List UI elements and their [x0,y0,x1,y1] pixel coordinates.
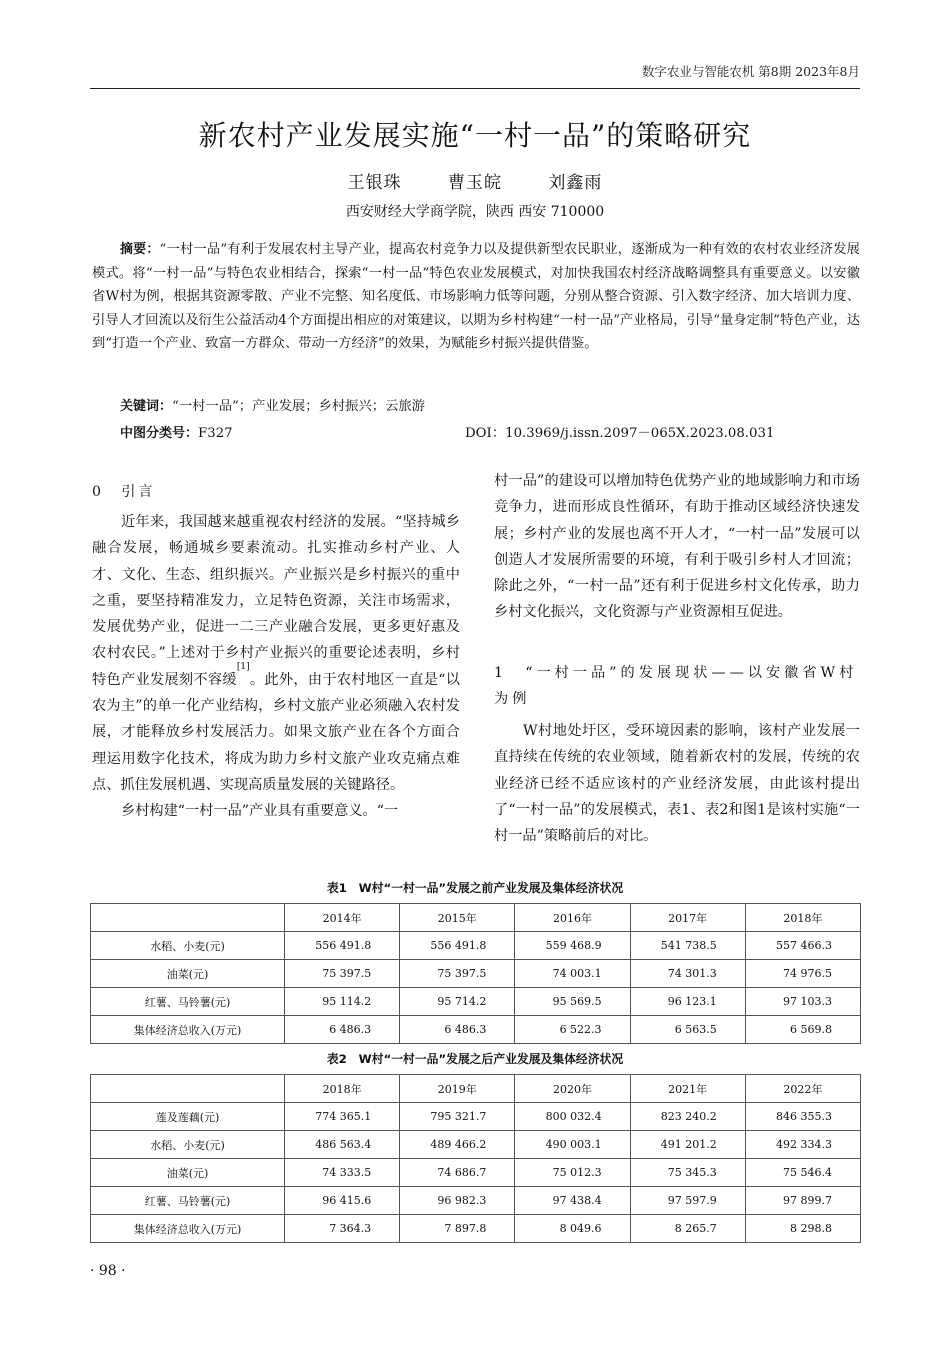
table-cell: 75 397.5 [400,960,515,988]
table1 [90,903,861,1044]
table-row [91,932,861,960]
table-cell: 491 201.2 [630,1131,745,1159]
row-label: 红薯、马铃薯(元) [91,1187,285,1215]
row-label: 水稻、小麦(元) [91,932,285,960]
running-header: 数字农业与智能农机 第8期 2023年8月 [90,62,860,89]
left-column [92,509,460,825]
table-cell: 97 597.9 [630,1187,745,1215]
table1-caption: 表1 W村“一村一品”发展之前产业发展及集体经济状况 [326,881,624,895]
table-cell: 74 976.5 [745,960,860,988]
section-heading-1: 1 “一村一品”的发展现状——以安徽省W村为例 [494,665,858,708]
table-header-cell: 2020年 [515,1075,630,1103]
table-cell: 97 438.4 [515,1187,630,1215]
table2-caption: 表2 W村“一村一品”发展之后产业发展及集体经济状况 [326,1052,624,1066]
table-cell: 96 123.1 [630,988,745,1016]
table-cell: 75 546.4 [745,1159,860,1187]
table-header-cell: 2022年 [745,1075,860,1103]
table-cell: 97 899.7 [745,1187,860,1215]
table-cell: 75 397.5 [285,960,400,988]
table-cell: 8 265.7 [630,1215,745,1243]
table-cell: 96 415.6 [285,1187,400,1215]
table-cell: 74 301.3 [630,960,745,988]
row-label: 红薯、马铃薯(元) [91,988,285,1016]
table-header-row [91,1075,861,1103]
keywords-text: “一村一品”；产业发展；乡村振兴；云旅游 [172,399,425,414]
author: 曹玉皖 [448,173,502,193]
table-cell: 556 491.8 [400,932,515,960]
paragraph [92,509,460,798]
table-cell: 6 569.8 [745,1016,860,1044]
row-label: 水稻、小麦(元) [91,1131,285,1159]
abstract-label: 摘要： [120,242,160,257]
table-header-cell: 2018年 [285,1075,400,1103]
table-cell: 8 298.8 [745,1215,860,1243]
right-column-bottom [494,718,860,849]
article-title: 新农村产业发展实施“一村一品”的策略研究 [198,119,752,152]
table-header-row [91,904,861,932]
abstract [92,238,860,356]
table-cell: 6 563.5 [630,1016,745,1044]
row-label: 集体经济总收入(万元) [91,1215,285,1243]
table-cell: 8 049.6 [515,1215,630,1243]
table-cell: 557 466.3 [745,932,860,960]
table-cell: 6 486.3 [400,1016,515,1044]
clc-label: 中图分类号： [120,426,199,441]
author: 刘鑫雨 [548,173,603,193]
table-header-cell: 2018年 [745,904,860,932]
table-cell: 75 345.3 [630,1159,745,1187]
table-row [91,1131,861,1159]
table-cell: 95 569.5 [515,988,630,1016]
table-cell: 800 032.4 [515,1103,630,1131]
row-label: 莲及莲藕(元) [91,1103,285,1131]
table-header-cell: 2016年 [515,904,630,932]
author-list [0,168,950,193]
table-row [91,1215,861,1243]
table-row [91,960,861,988]
table-header-cell: 2017年 [630,904,745,932]
table-cell: 7 364.3 [285,1215,400,1243]
table-row [91,988,861,1016]
table-cell: 556 491.8 [285,932,400,960]
abstract-text: “一村一品”有利于发展农村主导产业，提高农村竞争力以及提供新型农民职业，逐渐成为一种有效的农村农业经济发展模式。将“一村一品”与特色农业相结合，探索“一村一品”特色农业发展模式，对加快我国农村经济战略调整具有重要意义。以安徽省W村为例，根据其资源零散、产业不完整、知名度低、市场影响力低等问题，分别从整合资源、引入数字经济、加大培训力度、引导人才回流以及衍生公益活动4个方面提出相应的对策建议，以期为乡村构建“一村一品”产业格局，引导“量身定制”特色产业，达到“打造一个产业、致富一方群众、带动一方经济”的效果，为赋能乡村振兴提供借鉴。 [92,242,860,351]
table-cell: 95 114.2 [285,988,400,1016]
table-cell: 846 355.3 [745,1103,860,1131]
table-cell: 75 012.3 [515,1159,630,1187]
affiliation: 西安财经大学商学院，陕西 西安 710000 [345,204,605,220]
table-cell: 795 321.7 [400,1103,515,1131]
table-header-cell: 2014年 [285,904,400,932]
keywords [120,395,425,414]
table-cell: 6 522.3 [515,1016,630,1044]
table-cell: 74 003.1 [515,960,630,988]
table2 [90,1074,861,1243]
section-heading-intro: 0 引言 [92,484,156,500]
table-cell [91,1075,285,1103]
clc-text: F327 [198,426,233,441]
table-cell: 492 334.3 [745,1131,860,1159]
paragraph-text: 。此外，由于农村地区一直是“以农为主”的单一化产业结构，乡村文旅产业必须融入农村发展，才能释放乡村发展活力。如果文旅产业在各个方面合理运用数字化技术，将成为助力乡村文旅产业攻克痛点难点、抓住发展机遇、实现高质量发展的关键路径。 [92,671,460,793]
author: 王银珠 [347,173,402,193]
table-header-cell: 2021年 [630,1075,745,1103]
paragraph: 村一品”的建设可以增加特色优势产业的地域影响力和市场竞争力，进而形成良性循环，有助于推动区域经济快速发展；乡村产业的发展也离不开人才，“一村一品”发展可以创造人才发展所需要的环境，有利于吸引乡村人才回流；除此之外，“一村一品”还有利于促进乡村文化传承，助力乡村文化振兴，文化资源与产业资源相互促进。 [494,473,860,621]
table-header-cell: 2015年 [400,904,515,932]
table-cell: 74 333.5 [285,1159,400,1187]
table-cell: 96 982.3 [400,1187,515,1215]
paragraph: W村地处圩区，受环境因素的影响，该村产业发展一直持续在传统的农业领域，随着新农村的发展，传统的农业经济已经不适应该村的产业经济发展，由此该村提出了“一村一品”的发展模式，表1、表2和图1是该村实施“一村一品”策略前后的对比。 [494,723,860,845]
table-row [91,1159,861,1187]
table-cell: 490 003.1 [515,1131,630,1159]
table-row [91,1103,861,1131]
row-label: 油菜(元) [91,1159,285,1187]
table-cell: 486 563.4 [285,1131,400,1159]
table-cell: 489 466.2 [400,1131,515,1159]
table-cell: 95 714.2 [400,988,515,1016]
doi: DOI：10.3969/j.issn.2097－065X.2023.08.031 [465,426,775,441]
page-number: · 98 · [90,1263,126,1279]
row-label: 油菜(元) [91,960,285,988]
table-cell: 97 103.3 [745,988,860,1016]
keywords-label: 关键词： [120,399,173,414]
table-row [91,1187,861,1215]
clc-number [120,422,233,441]
table-cell: 559 468.9 [515,932,630,960]
table-cell: 7 897.8 [400,1215,515,1243]
citation-ref: [1] [236,661,250,672]
table-cell: 74 686.7 [400,1159,515,1187]
right-column-top [494,468,860,626]
table-cell: 541 738.5 [630,932,745,960]
table-header-cell: 2019年 [400,1075,515,1103]
table-cell [91,904,285,932]
paragraph: 乡村构建“一村一品”产业具有重要意义。“一 [121,803,399,820]
paragraph-text: 近年来，我国越来越重视农村经济的发展。“坚持城乡融合发展，畅通城乡要素流动。扎实推动乡村产业、人才、文化、生态、组织振兴。产业振兴是乡村振兴的重中之重，要坚持精准发力，立足特色资源，关注市场需求，发展优势产业，促进一二三产业融合发展，更多更好惠及农村农民。”上述对于乡村产业振兴的重要论述表明，乡村特色产业发展刻不容缓 [92,514,460,688]
table-row [91,1016,861,1044]
row-label: 集体经济总收入(万元) [91,1016,285,1044]
table-cell: 6 486.3 [285,1016,400,1044]
table-cell: 774 365.1 [285,1103,400,1131]
table-cell: 823 240.2 [630,1103,745,1131]
